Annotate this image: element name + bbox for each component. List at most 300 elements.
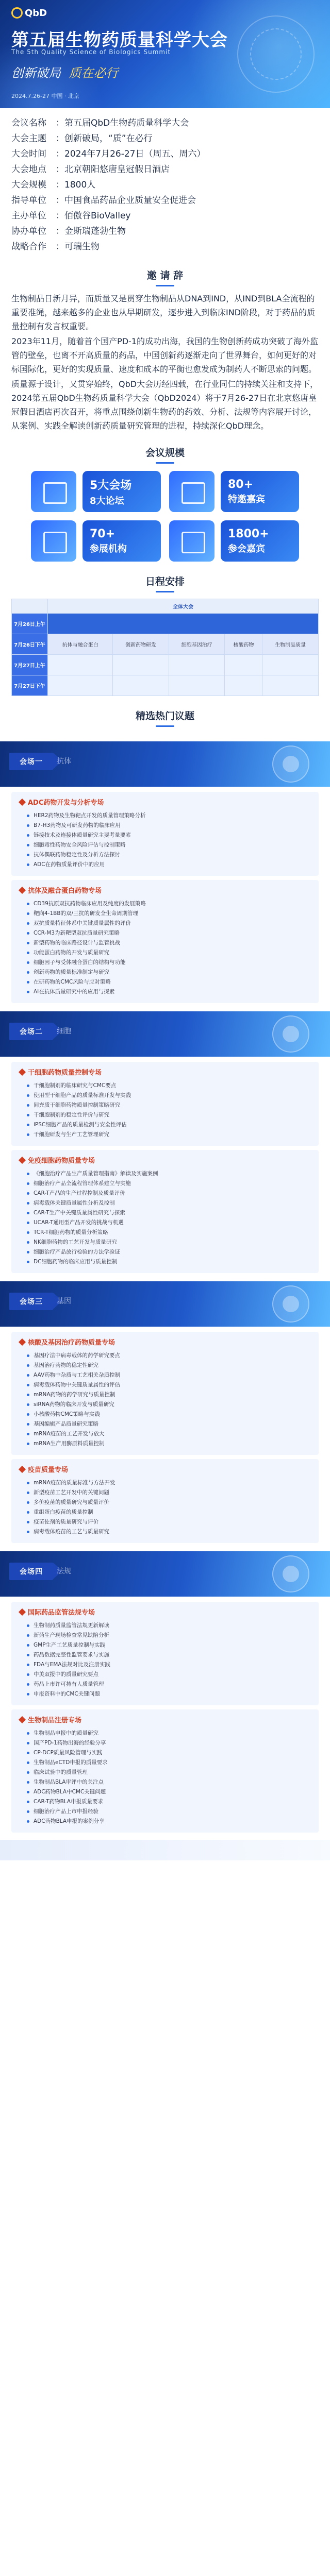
topic-item-text: 临床试验中的质量管理 [34,1769,88,1775]
bullet-icon [27,1182,29,1185]
topic-item-text: 基因编辑产品质量研究策略 [34,1421,98,1427]
stat-card [31,471,161,512]
info-value: 第五届QbD生物药质量科学大会 [64,118,189,128]
topic-item-text: 病毒载体药物中关键质量属性的评估 [34,1382,120,1388]
topic-item-text: 干细胞制剂的临床研究与CMC要点 [34,1082,117,1089]
stat-label: 参会嘉宾 [228,543,265,554]
bullet-icon [27,903,29,905]
topic-item [20,1130,310,1140]
schedule-cell: 抗体与融合蛋白 [48,634,113,655]
hero-slogan [11,63,118,81]
topic-item-text: 干细胞研发与生产工艺管理研究 [34,1131,109,1138]
topic-card-title-text: 疫苗质量专场 [28,1466,69,1474]
topic-item [20,850,310,860]
topic-item [20,909,310,919]
topic-item-text: ADC药物BLA申报的案例分享 [34,1818,105,1824]
schedule-cell [262,655,319,675]
topic-item-text: 小核酸药物CMC策略与实践 [34,1411,100,1417]
bullet-icon [27,1212,29,1214]
topic-card-title [20,1067,310,1077]
topic-item-text: ADC在药物质量评价中的应用 [34,861,105,868]
venue-decoration-icon [283,1026,299,1042]
topic-item [20,1621,310,1631]
topic-item-text: 生物制品申报中的质量研究 [34,1730,98,1736]
info-key: 会议名称 [11,118,46,128]
topic-item [20,1748,310,1758]
topic-card-title-text: 干细胞药物质量控制专场 [28,1069,102,1077]
info-row: 主办单位 ： 佰傲谷BioValley [11,208,319,224]
topic-item [20,1370,310,1380]
stat-card [169,471,299,512]
topic-item-text: 使用型干细胞产品的质量标准开发与实践 [34,1092,131,1098]
stat-label: 8大论坛 [90,495,124,506]
topic-item [20,1439,310,1449]
bullet-icon [27,854,29,856]
bullet-icon [27,824,29,827]
topic-card [11,1602,319,1705]
bullet-icon [27,1732,29,1735]
topic-item-text: AI在抗体质量研究中的应用与探索 [34,989,115,995]
venue-tag: 抗体 [57,757,71,766]
bullet-icon [27,991,29,993]
bullet-icon [27,971,29,974]
bullet-icon [27,863,29,866]
topic-item [20,1228,310,1238]
topic-item-text: HER2药物及生物靶点开发的质量管理策略分析 [34,812,146,819]
schedule-cell [169,675,225,696]
topic-item-text: 重组蛋白疫苗的质量控制 [34,1509,93,1515]
info-value: 可瑞生物 [64,242,100,252]
bullet-icon [27,1801,29,1803]
bullet-icon [27,912,29,915]
diamond-icon [19,798,26,805]
topic-item-text: siRNA药物的临床开发与质量研究 [34,1401,114,1408]
topic-item-text: DC细胞药物的临床应用与质量控制 [34,1259,118,1265]
stat-value: 1800+ [228,527,269,540]
info-key: 主办单位 [11,211,46,221]
topic-item-text: CP-DCP质量风险管理与实践 [34,1750,103,1756]
topic-card-title-text: 抗体及融合蛋白药物专场 [28,887,102,895]
topic-item-text: 靶向4-1BB的双/三抗的研发全生命周期管理 [34,910,139,917]
bullet-icon [27,1810,29,1813]
topics-heading: 精选热门议题 [0,708,330,727]
bullet-icon [27,942,29,944]
topic-item [20,1527,310,1537]
bullet-icon [27,1654,29,1656]
bullet-icon [27,922,29,925]
topic-item-text: 干细胞制剂的稳定性评价与研究 [34,1112,109,1118]
topic-item [20,1247,310,1257]
venue-section [0,1281,330,1543]
info-row: 协办单位 ： 金斯瑞蓬勃生物 [11,224,319,239]
bullet-icon [27,1761,29,1764]
topic-item [20,1189,310,1198]
bullet-icon [27,1384,29,1386]
topic-item-text: 生物制品eCTD申报的质量要求 [34,1759,108,1766]
bullet-icon [27,1231,29,1234]
schedule-cell [225,675,262,696]
venue-label: 会场二 [9,1023,53,1040]
topic-item [20,1208,310,1218]
bullet-icon [27,1634,29,1637]
topic-item [20,1728,310,1738]
topic-item [20,928,310,938]
info-value: 金斯瑞蓬勃生物 [64,226,126,236]
slogan-part-a: 创新破局 [11,66,61,80]
topic-item [20,948,310,958]
building-icon [31,520,76,562]
topic-item-text: 新型疫苗工艺开发中的关键问题 [34,1489,109,1496]
diamond-icon [19,1156,26,1163]
bullet-icon [27,1644,29,1647]
topic-item [20,1631,310,1640]
info-row: 大会主题 ： 创新破局，“质”在必行 [11,131,319,146]
topic-item-text: CCR-M3为新靶型双抗质量研究策略 [34,930,120,936]
hero-banner [0,0,330,108]
topic-item [20,1091,310,1100]
info-key: 大会地点 [11,164,46,175]
info-value: 北京朝阳悠唐皇冠假日酒店 [64,164,170,175]
bullet-icon [27,1222,29,1224]
info-key: 大会规模 [11,180,46,190]
topic-item-text: CAR-T产品的生产过程控制及质量评价 [34,1190,125,1196]
topic-item [20,860,310,870]
topic-item [20,968,310,977]
bullet-icon [27,1492,29,1494]
bullet-icon [27,1133,29,1136]
topic-item [20,958,310,968]
bullet-icon [27,1771,29,1774]
bullet-icon [27,1251,29,1253]
venue-section [0,1551,330,1833]
topic-item [20,1120,310,1130]
topic-card-title-text: 生物制品注册专场 [28,1717,82,1724]
topic-item [20,1081,310,1091]
topic-item-text: iPSC细胞产品的质量检测与安全性评估 [34,1122,127,1128]
topic-item-text: 双抗质量特征体系中关键质量属性的评价 [34,920,131,926]
topic-card-title-text: 核酸及基因治疗药物质量专场 [28,1339,116,1347]
info-value: 创新破局，“质”在必行 [64,133,153,144]
diamond-icon [19,1716,26,1723]
topic-item [20,1169,310,1179]
topic-item [20,1777,310,1787]
topic-item [20,1478,310,1488]
topic-card-title [20,1464,310,1474]
info-value: 佰傲谷BioValley [64,211,131,221]
topic-item-text: 药品上市许可持有人质量管理 [34,1681,104,1687]
slogan-part-b: 质在必行 [69,66,119,80]
topic-card-title [20,1607,310,1617]
topic-item-text: 病毒载体疫苗的工艺与质量研究 [34,1529,109,1535]
footer-decoration [0,1840,330,1860]
bullet-icon [27,1791,29,1793]
topic-item-text: mRNA疫苗的质量标准与方法开发 [34,1480,116,1486]
bullet-icon [27,1482,29,1484]
bullet-icon [27,1531,29,1533]
topic-item [20,938,310,948]
topic-item [20,1351,310,1361]
bullet-icon [27,1202,29,1205]
diamond-icon [19,886,26,893]
bullet-icon [27,1683,29,1686]
topic-card [11,1459,319,1543]
bullet-icon [27,1742,29,1744]
diamond-icon [19,1068,26,1075]
hero-ring-decoration [250,28,302,80]
topic-item-text: mRNA药物的药学研究与质量控制 [34,1392,116,1398]
bullet-icon [27,1403,29,1406]
topic-item-text: 细胞治疗产品放行检验的方法学验证 [34,1249,120,1255]
topic-item [20,831,310,840]
topic-item-text: mRNA生产用酶原料质量控制 [34,1440,105,1447]
topic-item [20,1257,310,1267]
topic-item [20,1738,310,1748]
info-key: 指导单位 [11,195,46,206]
bullet-icon [27,1413,29,1416]
venue-decoration-icon [283,756,299,772]
bullet-icon [27,1624,29,1627]
topic-item [20,1640,310,1650]
topic-item [20,811,310,821]
topic-item-text: GMP生产工艺质量控制与实践 [34,1642,106,1648]
topic-item [20,1768,310,1777]
invitation-heading: 邀 请 辞 [0,268,330,286]
bullet-icon [27,1521,29,1523]
topic-item-text: 功能蛋白药物的开发与质量研究 [34,950,109,956]
topic-item-text: 链接技术及连接体质量研究主要考量要素 [34,832,131,838]
bullet-icon [27,1394,29,1396]
topic-item [20,977,310,987]
topic-item [20,919,310,928]
topic-card-title [20,1337,310,1347]
bullet-icon [27,815,29,817]
topic-item-text: 细胞毒性药物安全风险评估与控制策略 [34,842,126,848]
info-value: 中国食品药品企业质量安全促进会 [64,195,196,206]
schedule-cell [113,675,169,696]
topic-item [20,1807,310,1817]
topic-item [20,1380,310,1390]
topic-item [20,1110,310,1120]
topic-item-text: 国产PD-1药物出海的经验分享 [34,1740,106,1746]
schedule-day: 7月27日上午 [12,655,48,675]
venue-decoration-icon [283,1566,299,1582]
topic-item [20,899,310,909]
diamond-icon [19,1608,26,1615]
schedule-cell [262,675,319,696]
topic-item-text: 间充质干细胞药物质量控制策略研究 [34,1102,120,1108]
stat-label: 参展机构 [90,543,127,554]
bullet-icon [27,1664,29,1666]
info-key: 大会主题 [11,133,46,144]
topic-card-title-text: ADC药物开发与分析专场 [28,799,104,807]
topic-item [20,1179,310,1189]
bullet-icon [27,834,29,837]
stat-label: 特邀嘉宾 [228,494,265,505]
schedule-table-wrap [0,596,330,699]
topic-item [20,1797,310,1807]
topic-item [20,987,310,997]
invitation-paragraph: 2023年11月，随着首个国产PD-1的成功出海，我国的生物创新药成功突破了海外监管的壁垒，也离不开高质量的药品，中国创新药逐渐走向了世界舞台，如何更好的对标国际化，更好的实现质量、速度和成本的平衡也愈发成为制药人不断思索的问题。 [11,336,319,374]
info-value: 2024年7月26-27日（周五、周六） [64,149,206,159]
topic-item-text: B7-H3药物及可研发药物的临床应用 [34,822,121,828]
schedule-header-cell [12,599,48,614]
venue-banner [0,1281,330,1327]
stat-value: 80+ [228,478,254,491]
topic-item-text: CAR-T生产中关键质量属性研究与探索 [34,1210,125,1216]
topics-list [0,730,330,1833]
bullet-icon [27,932,29,935]
hero-title: 第五届生物药质量科学大会 [11,30,228,50]
speaker-icon [169,471,214,512]
invitation-paragraph: 生物制品日新月异，而质量又是贯穿生物制品从DNA到IND，从IND到BLA全流程的重要准绳，越来越多的企业也从早期研发，逐步进入到临床IND阶段，对于药品的质量控制有发言权重要。 [11,294,316,331]
topic-item-text: CD39抗原双抗药物临床应用及纯度的发展策略 [34,901,146,907]
topic-item-text: 抗体偶联药物稳定性及分析方法探讨 [34,852,120,858]
bullet-icon [27,1261,29,1263]
schedule-cell [225,655,262,675]
logo-text: QbD [25,7,47,19]
scale-heading: 会议规模 [0,445,330,464]
topic-item [20,1419,310,1429]
schedule-day: 7月26日下午 [12,634,48,655]
invitation-text [0,290,330,436]
topic-card-title-text: 免疫细胞药物质量专场 [28,1157,95,1165]
schedule-heading: 日程安排 [0,574,330,592]
topic-item-text: 药品数据完整性监管要求与实施 [34,1652,109,1658]
schedule-cell: 创新药物研发 [113,634,169,655]
topic-card-title [20,885,310,895]
bullet-icon [27,844,29,846]
topic-item-text: 细胞因子与受体融合蛋白的结构与功能 [34,959,126,965]
topic-item-text: 基因疗法中病毒载体的药学研究要点 [34,1352,120,1359]
topic-item-text: 生物制品BLA审评中的关注点 [34,1779,104,1785]
bullet-icon [27,1094,29,1097]
topic-item [20,1758,310,1768]
schedule-cell [169,655,225,675]
topic-item [20,840,310,850]
bullet-icon [27,1114,29,1116]
diamond-icon [19,1338,26,1345]
topic-card-title [20,1715,310,1724]
schedule-header-cell: 全体大会 [48,599,319,614]
bullet-icon [27,981,29,984]
info-row: 战略合作 ： 可瑞生物 [11,239,319,255]
venue-banner [0,1551,330,1597]
topic-item [20,1660,310,1670]
bullet-icon [27,1173,29,1175]
schedule-cell [48,655,113,675]
bullet-icon [27,1752,29,1754]
schedule-cell [48,675,113,696]
topic-item-text: mRNA疫苗的工艺开发与放大 [34,1431,105,1437]
topic-card [11,792,319,876]
topic-item-text: 中美双报中的质量研究要点 [34,1671,98,1677]
info-row: 大会规模 ： 1800人 [11,177,319,193]
topic-item [20,821,310,831]
bullet-icon [27,1693,29,1696]
topic-item-text: CAR-T药物BLA申报质量要求 [34,1799,104,1805]
topic-item-text: 创新药物的质量标准制定与研究 [34,969,109,975]
topic-item [20,1488,310,1498]
bullet-icon [27,1423,29,1426]
topic-item [20,1400,310,1410]
topic-item-text: 生物制药质量监管法规更新解读 [34,1622,109,1629]
topic-item [20,1507,310,1517]
venue-tag: 基因 [57,1297,71,1306]
audience-icon [169,520,214,562]
bullet-icon [27,1241,29,1244]
info-key: 战略合作 [11,242,46,252]
venue-label: 会场一 [9,753,53,770]
stat-value: 5大会场 [90,479,132,492]
topic-card-title [20,1155,310,1165]
venue-label: 会场四 [9,1563,53,1580]
stat-card [169,520,299,562]
schedule-cell: 细胞基因治疗 [169,634,225,655]
info-row: 指导单位 ： 中国食品药品企业质量安全促进会 [11,193,319,208]
topic-item [20,1517,310,1527]
topic-item-text: 在研药物的CMC风险与应对策略 [34,979,111,985]
scale-stats [0,467,330,565]
schedule-cell [48,614,319,634]
venue-banner [0,1011,330,1057]
venue-section [0,1011,330,1273]
topic-item-text: ADC药物BLA中CMC关键问题 [34,1789,106,1795]
topic-item [20,1198,310,1208]
topic-card [11,1332,319,1455]
venue-tag: 法规 [57,1567,71,1575]
bullet-icon [27,1192,29,1195]
bullet-icon [27,1124,29,1126]
schedule-table [11,599,319,696]
venue-tag: 细胞 [57,1027,71,1036]
bullet-icon [27,1364,29,1367]
schedule-day: 7月27日下午 [12,675,48,696]
topic-item-text: NK细胞药物的工艺开发与质量研究 [34,1239,117,1245]
topic-item-text: 细胞治疗产品全流程管理体系建立与实施 [34,1180,131,1187]
topic-item [20,1218,310,1228]
topic-item [20,1680,310,1689]
topic-item [20,1238,310,1247]
invitation-paragraph: 质量源于设计，又贯穿始终，QbD大会历经四载，在行业同仁的持续关注和支持下，2024第五届QbD生物药质量科学大会（QbD2024）将于7月26-27日在北京悠唐皇冠假日酒店再次召开，将重点围绕创新生物药的药效、分析、法规等内容展开讨论，从案例、实践全解读创新药质量研究管理的进程，持续深化QbD理念。 [11,379,319,431]
hero-subtitle: The 5th Quality Science of Biologics Summit [11,48,171,56]
hero-date: 2024.7.26-27 中国 · 北京 [11,93,79,99]
info-value: 1800人 [64,180,96,190]
topic-item-text: 病毒载体关键质量属性分析及控制 [34,1200,115,1206]
venue-banner [0,741,330,787]
stat-card [31,520,161,562]
venue-section [0,741,330,1003]
bullet-icon [27,1673,29,1676]
bullet-icon [27,1084,29,1087]
topic-item-text: 申报资料中的CMC关键问题 [34,1691,100,1697]
stat-value: 70+ [90,527,116,540]
topic-item-text: 疫苗佐剂的质量研究与评价 [34,1519,98,1525]
topic-item [20,1498,310,1507]
topic-card [11,1062,319,1146]
topic-item [20,1817,310,1826]
topic-item-text: 多价疫苗的质量研究与质量评价 [34,1499,109,1505]
bullet-icon [27,1433,29,1435]
conference-info [0,108,330,259]
topic-item-text: 《细胞治疗产品生产质量管理指南》解读及实施案例 [34,1171,158,1177]
topic-item [20,1410,310,1419]
schedule-cell: 核酸药物 [225,634,262,655]
info-row: 大会地点 ： 北京朝阳悠唐皇冠假日酒店 [11,162,319,177]
schedule-cell: 生物制品质量 [262,634,319,655]
bullet-icon [27,952,29,954]
venue-decoration-icon [283,1296,299,1312]
topic-item-text: 基因治疗药物的稳定性研究 [34,1362,98,1368]
